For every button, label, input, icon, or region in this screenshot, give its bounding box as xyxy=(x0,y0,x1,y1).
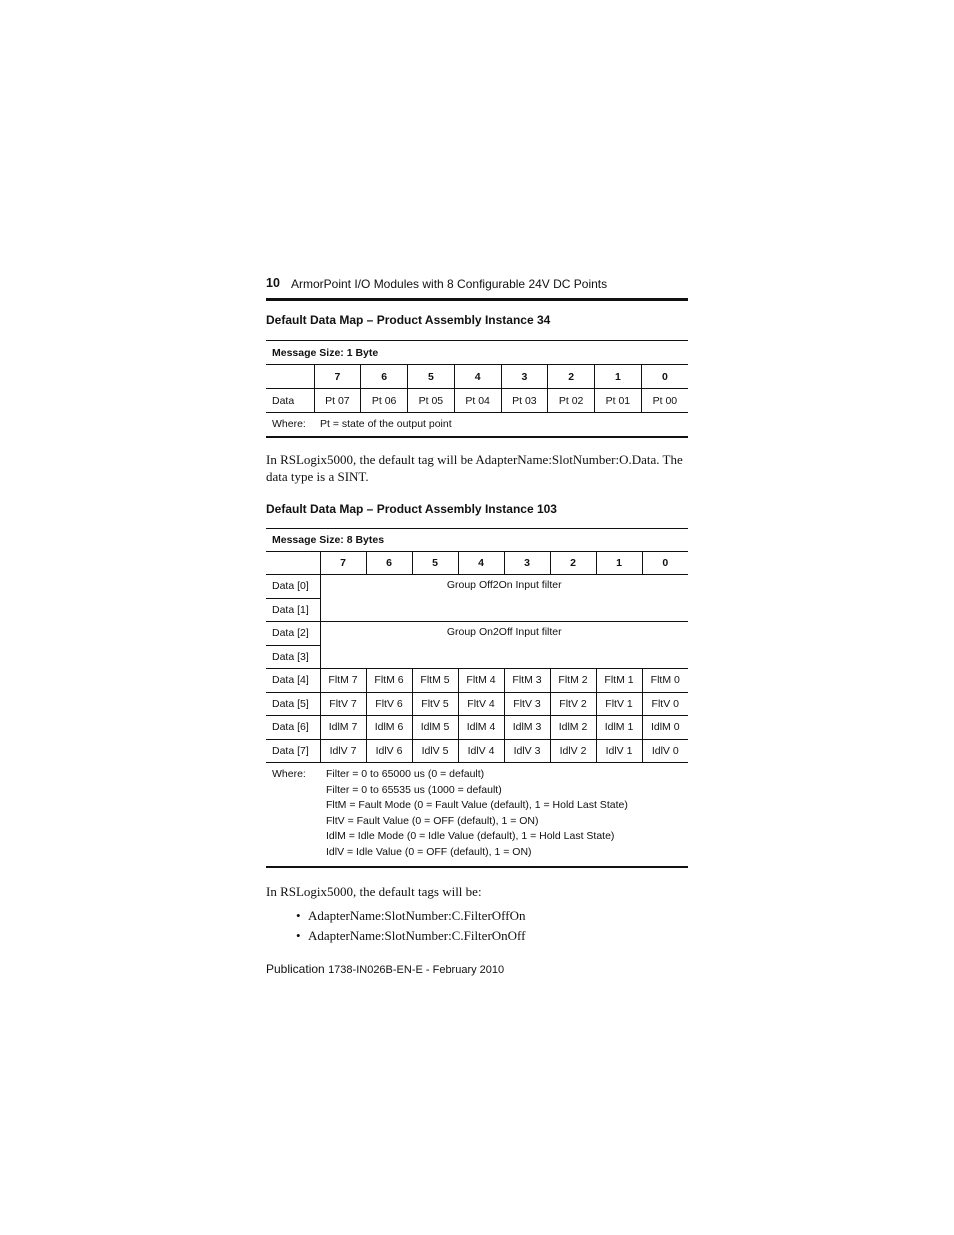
table-cell: IdlV 1 xyxy=(596,739,642,763)
row-label: Data [5] xyxy=(266,692,320,716)
page-number: 10 xyxy=(266,276,280,290)
group-on2off-filter: Group On2Off Input filter xyxy=(320,622,688,669)
row-label: Data [1] xyxy=(266,598,320,622)
table-cell: IdlM 3 xyxy=(504,716,550,740)
table-cell: IdlV 6 xyxy=(366,739,412,763)
definition-line: Filter = 0 to 65000 us (0 = default) xyxy=(326,768,485,780)
footer-label: Publication xyxy=(266,962,325,976)
bit-header: 7 xyxy=(320,552,366,575)
table-cell: FltV 3 xyxy=(504,692,550,716)
corner-cell xyxy=(266,552,320,575)
table-cell: IdlV 7 xyxy=(320,739,366,763)
table-assembly-34 xyxy=(266,340,688,438)
corner-cell xyxy=(266,365,314,389)
row-label: Data [7] xyxy=(266,739,320,763)
row-label: Data [4] xyxy=(266,669,320,693)
bit-header: 3 xyxy=(504,552,550,575)
table-cell: Pt 05 xyxy=(408,389,455,413)
publication-number: 1738-IN026B-EN-E - February 2010 xyxy=(328,964,505,976)
table-cell: Pt 03 xyxy=(501,389,548,413)
table-cell: IdlV 5 xyxy=(412,739,458,763)
bit-header: 7 xyxy=(314,365,361,389)
bit-header: 1 xyxy=(596,552,642,575)
table-cell: FltM 1 xyxy=(596,669,642,693)
table-cell: IdlV 2 xyxy=(550,739,596,763)
group-off2on-filter: Group Off2On Input filter xyxy=(320,575,688,622)
bit-header: 6 xyxy=(361,365,408,389)
table-cell: FltV 1 xyxy=(596,692,642,716)
message-size: Message Size: 1 Byte xyxy=(266,341,688,365)
table-cell: FltM 3 xyxy=(504,669,550,693)
table-cell: IdlM 1 xyxy=(596,716,642,740)
table-cell: FltM 0 xyxy=(642,669,688,693)
table-cell: FltV 0 xyxy=(642,692,688,716)
bit-header: 0 xyxy=(642,552,688,575)
table-cell: IdlM 0 xyxy=(642,716,688,740)
row-label: Data [3] xyxy=(266,645,320,669)
bit-header: 2 xyxy=(550,552,596,575)
bit-header: 6 xyxy=(366,552,412,575)
row-label: Data [2] xyxy=(266,622,320,646)
where-label: Where: xyxy=(272,768,306,780)
table-cell: Pt 06 xyxy=(361,389,408,413)
table-cell: FltV 7 xyxy=(320,692,366,716)
tag-name: AdapterName:SlotNumber:C.FilterOnOff xyxy=(308,928,526,943)
bit-header: 2 xyxy=(548,365,595,389)
definition-line: IdlM = Idle Mode (0 = Idle Value (default), 1 = Hold Last State) xyxy=(326,830,615,842)
paragraph-default-tags: In RSLogix5000, the default tags will be: xyxy=(266,884,482,899)
bit-header: 3 xyxy=(501,365,548,389)
table-cell: IdlV 3 xyxy=(504,739,550,763)
table-cell: IdlM 6 xyxy=(366,716,412,740)
table-cell: Pt 02 xyxy=(548,389,595,413)
table-cell: IdlM 2 xyxy=(550,716,596,740)
table-cell: Pt 04 xyxy=(454,389,501,413)
table-cell: FltV 6 xyxy=(366,692,412,716)
table-cell: Pt 07 xyxy=(314,389,361,413)
message-size: Message Size: 8 Bytes xyxy=(266,529,688,552)
table-assembly-103 xyxy=(266,528,688,868)
table-cell: IdlV 0 xyxy=(642,739,688,763)
definition-line: FltM = Fault Mode (0 = Fault Value (default), 1 = Hold Last State) xyxy=(326,799,628,811)
bullet-icon: • xyxy=(296,908,301,923)
where-text: Pt = state of the output point xyxy=(320,417,452,430)
page-footer xyxy=(266,962,504,976)
table2-caption: Default Data Map – Product Assembly Instance 103 xyxy=(266,502,557,516)
row-label: Data [0] xyxy=(266,575,320,599)
where-definitions xyxy=(326,767,628,860)
list-item xyxy=(296,927,525,947)
bit-header: 1 xyxy=(595,365,642,389)
bullet-icon: • xyxy=(296,928,301,943)
definition-line: Filter = 0 to 65535 us (1000 = default) xyxy=(326,783,502,796)
bit-header: 0 xyxy=(641,365,688,389)
table-cell: IdlV 4 xyxy=(458,739,504,763)
list-item xyxy=(296,907,525,927)
table-cell: IdlM 4 xyxy=(458,716,504,740)
definition-line: FltV = Fault Value (0 = OFF (default), 1 = ON) xyxy=(326,814,539,827)
table-cell: IdlM 7 xyxy=(320,716,366,740)
table-cell: FltV 2 xyxy=(550,692,596,716)
table-cell: FltM 4 xyxy=(458,669,504,693)
tag-list xyxy=(296,907,525,947)
table-cell: FltV 5 xyxy=(412,692,458,716)
bit-header: 5 xyxy=(408,365,455,389)
where-note xyxy=(266,763,688,868)
tag-name: AdapterName:SlotNumber:C.FilterOffOn xyxy=(308,908,526,923)
table-cell: FltM 6 xyxy=(366,669,412,693)
paragraph-default-tag: In RSLogix5000, the default tag will be AdapterName:SlotNumber:O.Data. The data type is a SINT. xyxy=(266,452,683,484)
where-label: Where: xyxy=(272,417,306,430)
running-title: ArmorPoint I/O Modules with 8 Configurable 24V DC Points xyxy=(291,277,608,291)
bit-header: 4 xyxy=(454,365,501,389)
table-cell: FltM 5 xyxy=(412,669,458,693)
table-cell: IdlM 5 xyxy=(412,716,458,740)
definition-line: IdlV = Idle Value (0 = OFF (default), 1 = ON) xyxy=(326,845,532,858)
row-label: Data [6] xyxy=(266,716,320,740)
row-label: Data xyxy=(266,389,314,413)
table-cell: Pt 00 xyxy=(641,389,688,413)
table-cell: FltV 4 xyxy=(458,692,504,716)
bit-header: 5 xyxy=(412,552,458,575)
page-header xyxy=(266,276,688,301)
where-note xyxy=(266,413,688,438)
table-cell: FltM 7 xyxy=(320,669,366,693)
bit-header: 4 xyxy=(458,552,504,575)
table1-caption: Default Data Map – Product Assembly Instance 34 xyxy=(266,313,551,327)
table-cell: FltM 2 xyxy=(550,669,596,693)
table-cell: Pt 01 xyxy=(595,389,642,413)
